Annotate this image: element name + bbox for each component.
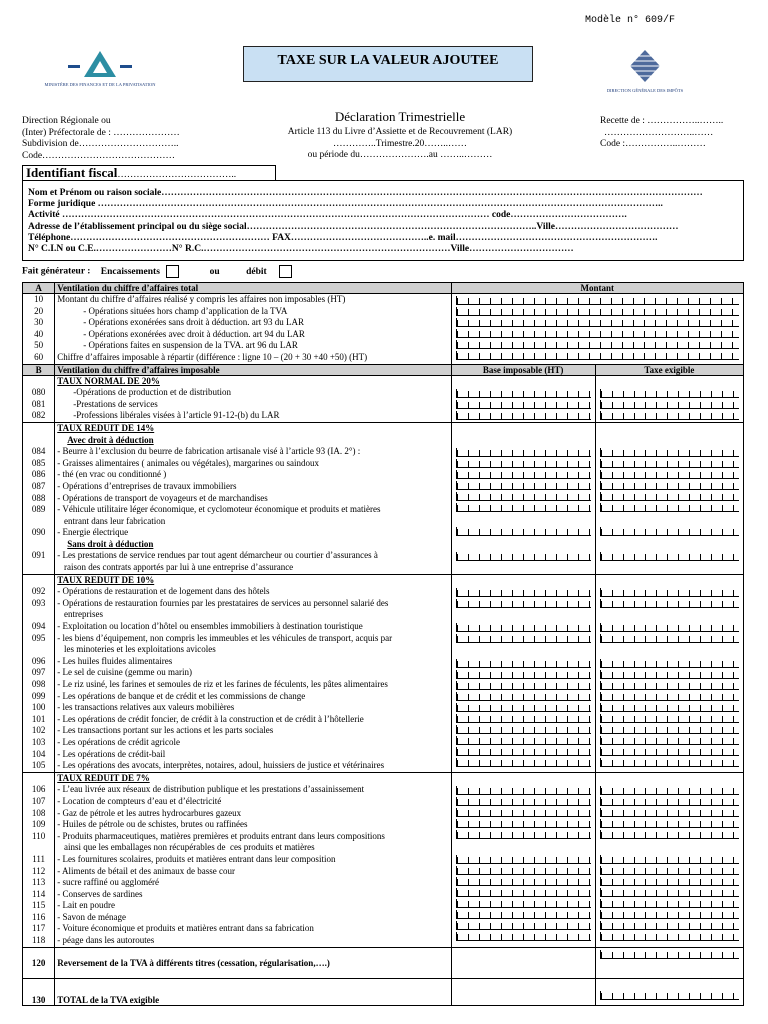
ministry-logo-text: MINISTÈRE DES FINANCES ET DE LA PRIVATISATION: [44, 82, 156, 87]
base-input[interactable]: [456, 492, 591, 501]
activity-field[interactable]: Activité ……………………………………………………………………………………………………………………… code……………………………….: [28, 210, 627, 221]
tax-input[interactable]: [600, 991, 739, 1000]
code-column: [23, 375, 55, 422]
header-center: [250, 127, 550, 162]
row-130-code: 130: [23, 978, 55, 1005]
row-label: les minoteries et les exploitations avicoles: [57, 644, 216, 655]
description-column: [55, 375, 451, 422]
row-label: - Véhicule utilitaire léger économique, et cyclomoteur économique et produits et matières: [57, 504, 381, 515]
ministry-logo: [40, 48, 160, 98]
row-label: - Opérations d’entreprises de travaux immobiliers: [57, 480, 237, 491]
base-input[interactable]: [456, 877, 591, 886]
row-label: - Gaz de pétrole et les autres hydrocarbures gazeux: [57, 807, 242, 818]
row-label: - Les opérations de crédit-bail: [57, 748, 166, 759]
row-code: [23, 773, 54, 785]
base-input[interactable]: [456, 932, 591, 941]
tax-input[interactable]: [600, 808, 739, 817]
description-column: [55, 574, 451, 772]
tax-input[interactable]: [600, 921, 739, 930]
dgi-emblem-icon: [600, 48, 690, 88]
row-code: 100: [31, 702, 46, 713]
tax-column: [595, 772, 743, 947]
row-label: - Les huiles fluides alimentaires: [57, 655, 173, 666]
dgi-logo: [600, 48, 690, 98]
row-label: entrant dans leur fabrication: [57, 515, 166, 526]
row-label: - L’eau livrée aux réseaux de distribution publique et les prestations d’assainissement: [57, 784, 365, 795]
tax-input[interactable]: [600, 932, 739, 941]
row-code: 104: [31, 748, 46, 759]
section-b-header: [23, 364, 744, 375]
section-b-letter: B: [23, 364, 55, 375]
tax-input[interactable]: [600, 703, 739, 712]
base-input[interactable]: [456, 758, 591, 767]
row-label: Montant du chiffre d’affaires réalisé y compris les affaires non imposables (HT): [57, 294, 346, 304]
montant-header: Montant: [451, 283, 743, 294]
base-input[interactable]: [456, 659, 591, 668]
row-code: 097: [31, 667, 46, 678]
row-code: 099: [31, 690, 46, 701]
row-code: 103: [31, 736, 46, 747]
row-code: 088: [31, 492, 46, 503]
amount-input[interactable]: [456, 318, 739, 327]
tax-input[interactable]: [600, 670, 739, 679]
base-input[interactable]: [456, 448, 591, 457]
row-label: - Opérations de transport de voyageurs et de marchandises: [57, 492, 268, 503]
row-label: ainsi que les emballages non récupérables de ces produits et matières: [57, 842, 315, 853]
fiscal-id-label: Identifiant fiscal: [26, 165, 118, 180]
base-column: [451, 772, 595, 947]
tax-input[interactable]: [600, 950, 739, 959]
section-b-title: Ventilation du chiffre d’affaires imposable: [55, 364, 451, 375]
row-label: - Savon de ménage: [57, 911, 126, 922]
section-a-header: [23, 283, 744, 294]
row-label: - Location de compteurs d’eau et d’électricité: [57, 795, 222, 806]
base-input[interactable]: [456, 552, 591, 561]
header-left-line: (Inter) Préfectorale de : …………………: [22, 127, 180, 138]
row-130-tax-cell: [595, 978, 743, 1005]
row-code: 20: [34, 305, 44, 316]
row-label: - Conserves de sardines: [57, 888, 143, 899]
base-input[interactable]: [456, 899, 591, 908]
tax-input[interactable]: [600, 400, 739, 409]
row-code: 115: [32, 900, 46, 911]
row-130-label: TOTAL de la TVA exigible: [55, 978, 451, 1005]
code-column: [23, 772, 55, 947]
base-column: [451, 375, 595, 422]
row-label: -Professions libérales visées à l’article 91-12-(b) du LAR: [73, 410, 280, 421]
base-input[interactable]: [456, 747, 591, 756]
base-input[interactable]: [456, 481, 591, 490]
taxpayer-identification-block: [22, 180, 744, 261]
phone-fax-email-field[interactable]: Téléphone……………………………………………………… FAX……………………………………..e. mail……………………………………………………….: [28, 232, 658, 243]
tax-input[interactable]: [600, 459, 739, 468]
base-input[interactable]: [456, 736, 591, 745]
header-center-line: ou période du………………….au ……..………: [307, 150, 493, 160]
base-input[interactable]: [456, 714, 591, 723]
row-label: - Les opérations de crédit foncier, de crédit à la construction et de crédit à l’hôtellerie: [57, 713, 364, 724]
row-label: - péage dans les autoroutes: [57, 935, 155, 946]
row-code: 109: [31, 819, 46, 830]
tax-input[interactable]: [600, 481, 739, 490]
row-label: - Produits pharmaceutiques, matières premières et produits entrant dans leurs compositions: [57, 830, 385, 841]
tax-input[interactable]: [600, 747, 739, 756]
cin-rc-field[interactable]: N° C.I.N ou C.E.……………………N° R.C.……………………………………………………………………Ville……………………………: [28, 244, 574, 255]
row-label: -Prestations de services: [73, 398, 158, 409]
address-field[interactable]: Adresse de l’établissement principal ou du siège social………………………………………………………………………………..Ville…………………………………: [28, 221, 679, 232]
tax-input[interactable]: [600, 470, 739, 479]
base-input[interactable]: [456, 725, 591, 734]
row-120: [23, 947, 744, 978]
base-input[interactable]: [456, 808, 591, 817]
row-label: - les biens d’équipement, non compris les immeubles et les véhicules de transport, acquis par: [57, 632, 393, 643]
base-input[interactable]: [456, 634, 591, 643]
row-label: - Opérations de restauration et de logement dans des hôtels: [57, 586, 270, 597]
tax-input[interactable]: [600, 492, 739, 501]
row-code: [23, 609, 54, 621]
tax-input[interactable]: [600, 599, 739, 608]
tax-input[interactable]: [600, 797, 739, 806]
row-code: 093: [31, 597, 46, 608]
row-code: 118: [32, 935, 46, 946]
fait-generateur-row: [22, 265, 292, 278]
row-code: [23, 842, 54, 854]
row-label: - Opérations faites en suspension de la TVA. art 96 du LAR: [83, 340, 298, 351]
header-right-line: ………………………..……: [604, 127, 714, 138]
code-column: [23, 574, 55, 772]
row-label: - Le riz usiné, les farines et semoules de riz et les farines de féculents, les pâtes alimentaires: [57, 679, 388, 689]
tax-input[interactable]: [600, 830, 739, 839]
row-code: 112: [32, 865, 46, 876]
row-code: 40: [34, 328, 44, 339]
ministry-emblem-icon: [40, 48, 160, 98]
rate-20-title: TAUX NORMAL DE 20%: [57, 375, 160, 386]
rate-7-title: TAUX REDUIT DE 7%: [57, 772, 150, 783]
row-code: 101: [31, 713, 46, 724]
row-130-base-cell: [451, 978, 595, 1005]
row-code: 111: [32, 853, 46, 864]
row-code: [23, 644, 54, 656]
row-code: 108: [31, 807, 46, 818]
tax-input[interactable]: [600, 736, 739, 745]
fiscal-id-dots: ………………………………..: [117, 170, 237, 180]
rate-7-block: [23, 772, 744, 947]
row-code: 087: [31, 480, 46, 491]
base-input[interactable]: [456, 411, 591, 420]
base-input[interactable]: [456, 470, 591, 479]
row-code: [23, 562, 54, 574]
row-code: 095: [31, 632, 46, 643]
row-code: 092: [31, 586, 46, 597]
row-code: 30: [34, 317, 44, 328]
base-input[interactable]: [456, 910, 591, 919]
row-label: - Les transactions portant sur les actions et les parts sociales: [57, 725, 274, 736]
row-120-code: 120: [23, 947, 55, 978]
row-label: - Le sel de cuisine (gemme ou marin): [57, 667, 192, 678]
row-label: -Opérations de production et de distribution: [73, 387, 231, 398]
base-input[interactable]: [456, 830, 591, 839]
section-a-title: Ventilation du chiffre d’affaires total: [55, 283, 451, 294]
tax-input[interactable]: [600, 910, 739, 919]
row-code: 117: [32, 923, 46, 934]
rate-14-block: [23, 422, 744, 574]
row-code: [23, 423, 54, 435]
base-input[interactable]: [456, 921, 591, 930]
tax-input[interactable]: [600, 786, 739, 795]
base-input[interactable]: [456, 786, 591, 795]
montant-column: [451, 294, 743, 365]
declaration-title: Déclaration Trimestrielle: [334, 109, 466, 124]
tax-input[interactable]: [600, 623, 739, 632]
row-label: - les transactions relatives aux valeurs mobilières: [57, 702, 235, 713]
base-input[interactable]: [456, 503, 591, 512]
code-column: [23, 422, 55, 574]
tax-input[interactable]: [600, 725, 739, 734]
row-code: 114: [32, 888, 46, 899]
row-code: 098: [31, 679, 46, 689]
rate-10-block: [23, 574, 744, 772]
base-input[interactable]: [456, 400, 591, 409]
row-120-tax-cell: [595, 947, 743, 978]
without-deduction-subtitle: Sans droit à déduction: [67, 538, 154, 549]
row-label: - Opérations exonérées sans droit à déduction. art 93 du LAR: [83, 317, 304, 328]
row-label: entreprises: [57, 609, 103, 620]
tax-input[interactable]: [600, 588, 739, 597]
code-column: [23, 294, 55, 365]
row-label: - Voiture économique et produits et matières entrant dans sa fabrication: [57, 923, 314, 934]
tax-input[interactable]: [600, 855, 739, 864]
row-code: 116: [32, 911, 46, 922]
row-120-base-cell: [451, 947, 595, 978]
header-left-line: Subdivision de…………………………..: [22, 139, 179, 149]
row-label: - Opérations exonérées avec droit à déduction. art 94 du LAR: [83, 328, 305, 339]
tax-input[interactable]: [600, 692, 739, 701]
base-input[interactable]: [456, 670, 591, 679]
tax-input[interactable]: [600, 448, 739, 457]
tax-input[interactable]: [600, 527, 739, 536]
rate-10-title: TAUX REDUIT DE 10%: [57, 574, 155, 585]
row-label: - Beurre à l’exclusion du beurre de fabrication artisanale visé à l’article 93 (IA. 2°) :: [57, 446, 361, 457]
row-code: 084: [31, 446, 46, 457]
row-code: 60: [34, 351, 44, 362]
base-input[interactable]: [456, 819, 591, 828]
tax-input[interactable]: [600, 634, 739, 643]
section-a-letter: A: [23, 283, 55, 294]
base-input[interactable]: [456, 888, 591, 897]
tax-input[interactable]: [600, 714, 739, 723]
row-label: - Les opérations de crédit agricole: [57, 736, 180, 747]
base-input[interactable]: [456, 389, 591, 398]
description-column: [55, 422, 451, 574]
amount-input[interactable]: [456, 340, 739, 349]
header-left: [22, 116, 252, 162]
rate-20-block: [23, 375, 744, 422]
base-input[interactable]: [456, 459, 591, 468]
or-label: ou: [209, 266, 220, 277]
row-code: 086: [31, 469, 46, 480]
header-center-line: …………..Trimestre.20……..……: [333, 138, 467, 149]
tax-column: [595, 574, 743, 772]
tax-column: [595, 422, 743, 574]
tax-input[interactable]: [600, 659, 739, 668]
encaissements-label: Encaissements: [100, 266, 160, 277]
row-code: 090: [31, 527, 46, 538]
tax-input[interactable]: [600, 411, 739, 420]
tax-input[interactable]: [600, 899, 739, 908]
amount-input[interactable]: [456, 307, 739, 316]
tax-input[interactable]: [600, 866, 739, 875]
taxe-header: Taxe exigible: [595, 364, 743, 375]
base-input[interactable]: [456, 855, 591, 864]
declaration-table: [22, 282, 744, 1006]
row-code: 096: [31, 655, 46, 666]
row-label: raison des contrats apportés par lui à une entreprise d’assurance: [57, 562, 294, 573]
fiscal-id-field[interactable]: [22, 165, 276, 181]
tax-input[interactable]: [600, 877, 739, 886]
tax-input[interactable]: [600, 389, 739, 398]
row-label: - Lait en poudre: [57, 900, 115, 911]
row-code: 102: [31, 725, 46, 736]
description-column: [55, 294, 451, 365]
tax-input[interactable]: [600, 819, 739, 828]
amount-input[interactable]: [456, 296, 739, 305]
row-code: 106: [31, 784, 46, 795]
base-input[interactable]: [456, 866, 591, 875]
row-code: [23, 376, 54, 388]
row-label: - thé (en vrac ou conditionné ): [57, 469, 167, 480]
header-right-line: Code :……………..………: [600, 139, 706, 149]
rate-14-title: TAUX REDUIT DE 14%: [57, 422, 155, 433]
base-input[interactable]: [456, 703, 591, 712]
row-code: 091: [31, 550, 46, 561]
dgi-logo-text: DIRECTION GÉNÉRALE DES IMPÔTS: [606, 88, 684, 93]
row-130: [23, 978, 744, 1005]
row-code: [23, 539, 54, 551]
row-label: - Les opérations de banque et de crédit et les commissions de change: [57, 690, 306, 701]
section-a-rows: [23, 294, 744, 365]
base-input[interactable]: [456, 681, 591, 690]
base-column: [451, 422, 595, 574]
row-label: - Les opérations des avocats, interprètes, notaires, adoul, huissiers de justice et vétérinaires: [57, 760, 385, 771]
row-label: - Opérations de restauration fournies par les prestataires de services au personnel salarié des: [57, 597, 389, 608]
row-code: 107: [31, 795, 46, 806]
header-left-line: Direction Régionale ou: [22, 116, 111, 126]
name-field[interactable]: Nom et Prénom ou raison sociale………………………………………………………………………………………………………………………………………………………: [28, 188, 703, 198]
row-code: 082: [31, 410, 46, 421]
base-input[interactable]: [456, 623, 591, 632]
tax-input[interactable]: [600, 552, 739, 561]
row-label: - Aliments de bétail et des animaux de basse cour: [57, 865, 235, 876]
form-model-number: Modèle n° 609/F: [585, 15, 676, 26]
row-code: 080: [31, 387, 46, 398]
tax-input[interactable]: [600, 888, 739, 897]
row-code: [23, 435, 54, 447]
tax-input[interactable]: [600, 758, 739, 767]
with-deduction-subtitle: Avec droit à déduction: [67, 434, 154, 445]
row-label: - Les prestations de service rendues par tout agent démarcheur ou courtier d’assurances à: [57, 550, 378, 561]
legal-form-field[interactable]: Forme juridique ……………………………………………………………………………………………………………………………………………………………..: [28, 199, 663, 210]
header-left-line: Code……………………………………: [22, 150, 176, 161]
row-code: 105: [31, 760, 46, 771]
tax-input[interactable]: [600, 681, 739, 690]
base-column: [451, 574, 595, 772]
row-label: - Les fournitures scolaires, produits et matières entrant dans leur composition: [57, 853, 336, 864]
row-label: - sucre raffiné ou aggloméré: [57, 877, 160, 888]
row-label: - Graisses alimentaires ( animales ou végétales), margarines ou saindoux: [57, 457, 320, 468]
base-input[interactable]: [456, 527, 591, 536]
row-label: - Exploitation ou location d’hôtel ou ensembles immobiliers à destination touristique: [57, 621, 363, 632]
base-input[interactable]: [456, 588, 591, 597]
header-right: [600, 116, 750, 151]
row-code: [23, 575, 54, 587]
row-label: - Huiles de pétrole ou de schistes, brutes ou raffinées: [57, 819, 248, 830]
encaissements-checkbox[interactable]: [166, 265, 179, 278]
row-code: 10: [34, 294, 44, 304]
base-input[interactable]: [456, 692, 591, 701]
base-header: Base imposable (HT): [451, 364, 595, 375]
row-label: - Opérations situées hors champ d’application de la TVA: [83, 305, 288, 316]
header-right-line: Recette de : ……………..……..: [600, 116, 724, 126]
debit-label: débit: [246, 266, 267, 277]
row-code: [23, 516, 54, 528]
row-code: 113: [32, 877, 46, 888]
row-label: Chiffre d’affaires imposable à répartir (différence : ligne 10 – (20 + 30 +40 +50) (HT): [57, 351, 368, 362]
row-code: 081: [31, 398, 46, 409]
row-code: 110: [32, 830, 46, 841]
base-input[interactable]: [456, 599, 591, 608]
row-code: 50: [34, 340, 44, 351]
header-center-line: Article 113 du Livre d’Assiette et de Recouvrement (LAR): [287, 127, 513, 137]
tax-column: [595, 375, 743, 422]
amount-input[interactable]: [456, 329, 739, 338]
base-input[interactable]: [456, 797, 591, 806]
debit-checkbox[interactable]: [279, 265, 292, 278]
row-120-label: Reversement de la TVA à différents titres (cessation, régularisation,….): [55, 947, 451, 978]
row-label: - Energie électrique: [57, 527, 129, 538]
amount-input[interactable]: [456, 351, 739, 360]
row-code: 085: [31, 457, 46, 468]
description-column: [55, 772, 451, 947]
tax-input[interactable]: [600, 503, 739, 512]
document-title: TAXE SUR LA VALEUR AJOUTEE: [243, 46, 533, 82]
row-code: 089: [31, 504, 46, 515]
fait-generateur-label: Fait générateur :: [22, 266, 91, 277]
row-code: 094: [31, 621, 46, 632]
